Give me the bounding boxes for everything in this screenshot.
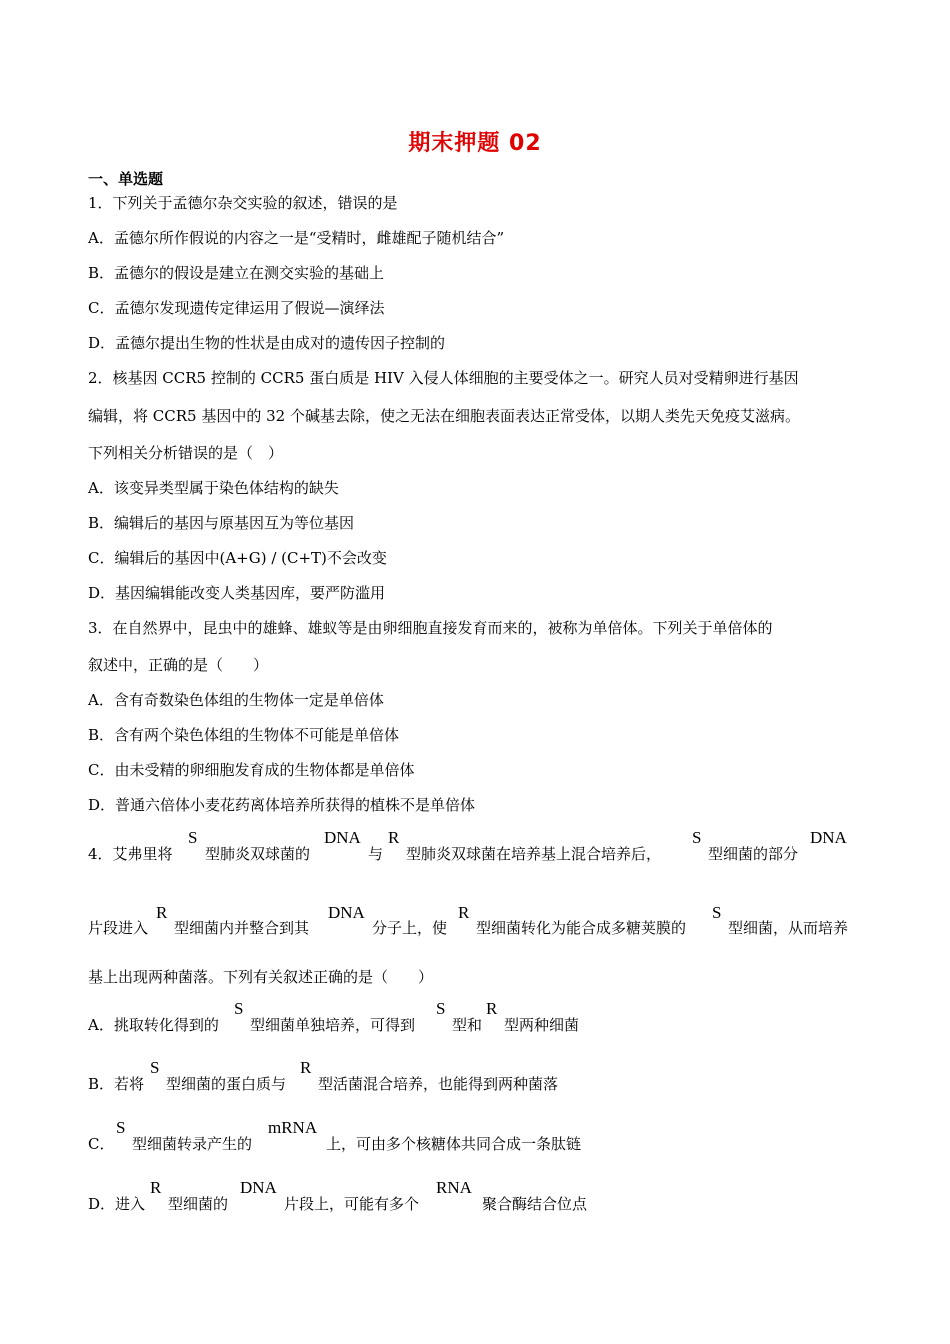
q4-text: 型肺炎双球菌的	[205, 845, 311, 863]
q4-text: 分子上，使	[372, 919, 448, 937]
q4-text: D．进入	[88, 1195, 146, 1213]
q4-text: 型细菌的蛋白质与	[166, 1075, 287, 1093]
q4-symbol: S	[234, 999, 244, 1018]
q4-symbol: S	[436, 999, 446, 1018]
q3-stem-line2: 叙述中，正确的是（ ）	[88, 656, 269, 674]
q4-text: 型活菌混合培养，也能得到两种菌落	[318, 1075, 559, 1093]
q4-text: 型细菌的	[168, 1195, 229, 1213]
q4-symbol: mRNA	[268, 1118, 318, 1137]
q2-stem-line1: 2．核基因 CCR5 控制的 CCR5 蛋白质是 HIV 入侵人体细胞的主要受体之一。研究人员对受精卵进行基因	[88, 369, 799, 387]
q4-symbol: DNA	[324, 828, 361, 847]
q4-symbol: R	[388, 828, 400, 847]
q4-text: 型肺炎双球菌在培养基上混合培养后，	[406, 845, 662, 863]
q4-text: C．	[88, 1135, 115, 1153]
q4-text: 4．艾弗里将	[88, 845, 173, 863]
q4-text: 聚合酶结合位点	[482, 1195, 588, 1213]
q4-symbol: S	[692, 828, 702, 847]
q4-text: B．若将	[88, 1075, 145, 1093]
q4-text: 型细菌，从而培养	[728, 919, 849, 937]
q2-option-c: C．编辑后的基因中(A+G) / (C+T)不会改变	[88, 549, 387, 567]
q4-text: 片段进入	[88, 919, 149, 937]
q4-text: 型细菌单独培养，可得到	[250, 1016, 416, 1034]
q2-option-a: A．该变异类型属于染色体结构的缺失	[88, 479, 339, 497]
q4-text: 型细菌的部分	[708, 845, 799, 863]
section-heading: 一、单选题	[88, 170, 164, 188]
q4-stem-line3: 基上出现两种菌落。下列有关叙述正确的是（ ）	[88, 968, 434, 986]
q4-symbol: S	[188, 828, 198, 847]
q1-stem: 1．下列关于孟德尔杂交实验的叙述，错误的是	[88, 194, 398, 212]
q4-symbol: RNA	[436, 1178, 472, 1197]
q4-text: 型细菌转录产生的	[132, 1135, 253, 1153]
q3-stem-line1: 3．在自然界中，昆虫中的雄蜂、雄蚁等是由卵细胞直接发育而来的，被称为单倍体。下列关于单倍体的	[88, 619, 773, 637]
q4-symbol: S	[116, 1118, 126, 1137]
q1-option-c: C．孟德尔发现遗传定律运用了假说—演绎法	[88, 299, 385, 317]
q4-symbol: DNA	[328, 903, 365, 922]
q4-symbol: DNA	[240, 1178, 277, 1197]
q3-option-d: D．普通六倍体小麦花药离体培养所获得的植株不是单倍体	[88, 796, 476, 814]
q4-symbol: DNA	[810, 828, 847, 847]
q1-option-a: A．孟德尔所作假说的内容之一是“受精时，雌雄配子随机结合”	[88, 229, 505, 247]
q3-option-a: A．含有奇数染色体组的生物体一定是单倍体	[88, 691, 384, 709]
q4-symbol: R	[300, 1058, 312, 1077]
q4-symbol: S	[150, 1058, 160, 1077]
q4-text: 型和	[452, 1016, 483, 1034]
q4-symbol: S	[712, 903, 722, 922]
q4-symbol: R	[486, 999, 498, 1018]
q4-symbol: R	[150, 1178, 162, 1197]
q4-text: 型细菌转化为能合成多糖荚膜的	[476, 919, 687, 937]
q4-text: 型两种细菌	[504, 1016, 580, 1034]
q2-option-d: D．基因编辑能改变人类基因库，要严防滥用	[88, 584, 386, 602]
q1-option-b: B．孟德尔的假设是建立在测交实验的基础上	[88, 264, 385, 282]
q2-option-b: B．编辑后的基因与原基因互为等位基因	[88, 514, 355, 532]
page-title: 期末押题 02	[408, 131, 542, 156]
q3-option-c: C．由未受精的卵细胞发育成的生物体都是单倍体	[88, 761, 415, 779]
q1-option-d: D．孟德尔提出生物的性状是由成对的遗传因子控制的	[88, 334, 446, 352]
q4-symbol: R	[458, 903, 470, 922]
q2-stem-line2: 编辑，将 CCR5 基因中的 32 个碱基去除，使之无法在细胞表面表达正常受体，以期人类先天免疫艾滋病。	[88, 407, 800, 425]
q2-stem-line3: 下列相关分析错误的是（ ）	[88, 444, 284, 462]
q4-text: 上，可由多个核糖体共同合成一条肽链	[326, 1135, 582, 1153]
q4-text: 片段上，可能有多个	[284, 1195, 420, 1213]
q4-text: 与	[368, 845, 384, 863]
q4-text: 型细菌内并整合到其	[174, 919, 310, 937]
q3-option-b: B．含有两个染色体组的生物体不可能是单倍体	[88, 726, 400, 744]
q4-text: A．挑取转化得到的	[88, 1016, 219, 1034]
q4-symbol: R	[156, 903, 168, 922]
